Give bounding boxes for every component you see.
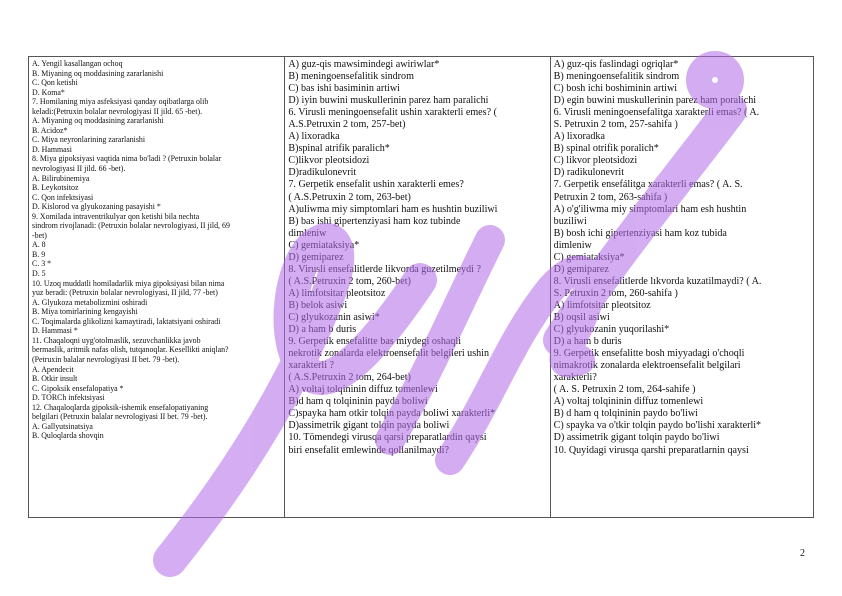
text-line: 9. Xomilada intraventrikulyar qon ketishi bila nechta	[32, 211, 200, 221]
text-line: 8. Miya gipoksiyasi vaqtida nima bo'ladi ? (Petruxin bolalar	[32, 154, 222, 164]
text-line: C) bosh ichi boshiminin artiwi	[553, 83, 678, 95]
text-line: D) gemiparez	[553, 263, 609, 275]
text-line: sindrom rivojlanadi: (Petruxin bolalar nevrologiyasi, II jild, 69	[32, 221, 230, 231]
text-line: D) a ham b duris	[288, 324, 357, 336]
text-line: A) limfotsitar pleotsitoz	[288, 287, 386, 299]
text-line: C) likvor pleotsidozi	[553, 155, 638, 167]
text-line: dimleniw	[553, 239, 592, 251]
text-line: 10. Tömendegi virusqa qarsi preparatlardin qaysi	[288, 432, 487, 444]
text-line: 8. Virusli ensefalitlerde lıkvorda kuzatilmaydi? ( A.	[553, 275, 762, 287]
page-number: 2	[800, 548, 805, 559]
text-line: A) lixoradka	[553, 131, 605, 143]
text-line: ( A.S.Petruxin 2 tom, 263-bet)	[288, 191, 411, 203]
text-line: 11. Chaqaloqni uyg'otolmaslik, sezuvchanlikka javob	[32, 335, 201, 345]
text-line: B. 9	[32, 249, 46, 259]
text-line: C. Qon infektsiyasi	[32, 192, 94, 202]
text-line: C. Gipoksik ensefalopatiya *	[32, 383, 124, 393]
text-line: B. Leykotsitoz	[32, 183, 79, 193]
text-line: A) voltaj tolqininin diffuz tomenlewi	[553, 396, 704, 408]
text-line: A) guz-qis mawsimindegi awiriwlar*	[288, 59, 440, 70]
text-line: B) oqsil asiwi	[553, 311, 610, 323]
text-line: C)likvor pleotsidozi	[288, 155, 370, 167]
question-table	[28, 56, 814, 518]
text-line: yuz beradi: (Petruxin bolalar nevrologiyasi, II jild, 77 -bet)	[32, 288, 218, 298]
text-line: 12. Chaqaloqlarda gipoksik-ishemik ensefalopatiyaning	[32, 402, 209, 412]
text-line: keladi:(Petruxin bolalar nevrologiyasi II jild. 65 -bet).	[32, 106, 203, 116]
text-line: A) lixoradka	[288, 131, 340, 143]
text-line: B) bas ishi gipertenziyasi ham koz tubinde	[288, 215, 461, 227]
text-line: ( A.S.Petruxin 2 tom, 260-bet)	[288, 275, 411, 287]
text-line: D) a ham b duris	[553, 336, 622, 348]
text-line: C) gemiataksiya*	[553, 251, 625, 263]
text-line: D) radikulonevrit	[553, 167, 625, 179]
text-line: Petruxin 2 tom, 263-sahifa )	[553, 191, 668, 203]
text-line: 6. Virusli meningoensefalit ushin xarakterli emes? (	[288, 107, 497, 119]
text-line: bermaslik, aritmik nafas olish, tutqanoqlar. Kesellikti aniqlan?	[32, 345, 229, 355]
column-left	[29, 57, 285, 517]
text-line: 10. Uzoq muddatli homiladarlik miya gipoksiyasi bilan nima	[32, 278, 225, 288]
text-line: S. Petruxin 2 tom, 257-sahifa )	[553, 119, 678, 131]
text-line: D. Hammasi	[32, 144, 72, 154]
text-line: B) spinal otrifik poralich*	[553, 143, 659, 155]
text-line: A) voltaj tolqininin diffuz tomenlewi	[288, 384, 438, 396]
text-line: C) spayka va o'tkir tolqin paydo bo'lishi xarakterli*	[553, 420, 762, 432]
text-line: xarakterli ?	[288, 360, 335, 372]
text-line: nekrotik zonalarda elektroensefalit belgileri ushin	[288, 348, 490, 360]
text-line: A. 8	[32, 240, 46, 250]
text-line: A. Gallyutsinatsiya	[32, 421, 93, 431]
text-line: 7. Homilaning miya asfeksiyasi qanday oqibatlarga olib	[32, 97, 209, 107]
text-line: A) o'g'iliwma miy simptomlari ham esh hushtin	[553, 203, 747, 215]
text-line: ( A.S.Petruxin 2 tom, 264-bet)	[288, 372, 411, 384]
text-line: B. Miyaning oq moddasining zararlanishi	[32, 68, 164, 78]
text-line: 10. Quyidagi virusqa qarshi preparatlarnin qaysi	[553, 444, 749, 456]
text-line: A)uliwma miy simptomlari ham es hushtin buziliwi	[288, 203, 498, 215]
text-line: D) iyin buwini muskullerinin parez ham paralichi	[288, 95, 489, 107]
text-line: D. Kislorod va glyukozaning pasayishi *	[32, 202, 161, 212]
text-line: -bet)	[32, 230, 47, 240]
text-line: B) belok asiwi	[288, 299, 348, 311]
text-line: B. Miya tomirlarining kengayishi	[32, 307, 138, 317]
text-line: B) meningoensefalitik sindrom	[288, 71, 414, 83]
text-line: C) gemiataksiya*	[288, 239, 360, 251]
text-line: ( A. S. Petruxin 2 tom, 264-sahife )	[553, 384, 696, 396]
text-line: 7. Gerpetik ensefálitga xarakterli emas? ( A. S.	[553, 179, 743, 191]
text-line: 6. Virusli meningoensefalitga xarakterli emas? ( A.	[553, 107, 760, 119]
text-line: B)spinal atrifik paralich*	[288, 143, 390, 155]
text-line: 9. Gerpetik ensefalitte bosh miyyadagi o'choqli	[553, 348, 745, 360]
text-line: dimleniw	[288, 227, 327, 239]
column-right	[551, 57, 813, 517]
text-line: belgilari (Petruxin balalar nevrologiyasi II bet. 79 -bet).	[32, 412, 208, 422]
text-line: xarakterli?	[553, 372, 597, 384]
text-line: 9. Gerpetik ensefalitte bas miydegi oshaqli	[288, 336, 462, 348]
text-line: D) gemiparez	[288, 251, 344, 263]
text-line: 8. Virusli ensefalitlerde likvorda guzetilmeydi ?	[288, 263, 481, 275]
text-line: A. Glyukoza metabolizmini oshiradi	[32, 297, 148, 307]
text-line: B. Quloqlarda shovqin	[32, 431, 104, 441]
text-line: A) guz-qis faslindagi ogriqlar*	[553, 59, 679, 70]
text-line: biri ensefalit emlewinde qollanilmaydi?	[288, 444, 449, 456]
text-line: D. Hammasi *	[32, 326, 78, 336]
text-line: C. Qon ketishi	[32, 78, 78, 88]
text-line: nevrologiyasi II jild. 66 -bet).	[32, 164, 126, 174]
text-line: B) d ham q tolqininin paydo bo'liwi	[553, 408, 698, 420]
text-line: (Petruxin balalar nevrologiyasi II bet. 79 -bet).	[32, 354, 180, 364]
text-line: B) meningoensefalitik sindrom	[553, 71, 680, 83]
text-line: A) limfotsitar pleotsitoz	[553, 299, 651, 311]
text-line: buziliwi	[553, 215, 587, 227]
text-line: B) bosh ichi gipertenziyasi ham koz tubida	[553, 227, 727, 239]
text-line: A.S.Petruxin 2 tom, 257-bet)	[288, 119, 406, 131]
text-line: C. Toqimalarda glikolizni kamaytiradi, laktatsiyani oshiradi	[32, 316, 221, 326]
text-line: A. Apendecit	[32, 364, 74, 374]
text-line: C)spayka ham otkir tolqin payda boliwi xarakterli*	[288, 408, 496, 420]
text-line: B. Acidoz*	[32, 125, 68, 135]
text-line: D. 5	[32, 269, 46, 279]
text-line: D) egin buwini muskullerinin parez ham poralichi	[553, 95, 757, 107]
text-line: A. Yengil kasallangan ochoq	[32, 59, 123, 68]
text-line: C. 3 *	[32, 259, 52, 269]
text-line: B. Otkir insult	[32, 374, 78, 384]
text-line: B)d ham q tolqininin payda boliwi	[288, 396, 428, 408]
text-line: C. Miya neyronlarining zararlanishi	[32, 135, 146, 145]
text-line: A. Bilirubinemiya	[32, 173, 90, 183]
text-line: D. TORCh infektsiyasi	[32, 393, 105, 403]
text-line: S. Petruxin 2 tom, 260-sahifa )	[553, 287, 678, 299]
text-line: D)assimetrik gigant tolqin payda boliwi	[288, 420, 450, 432]
text-line: 7. Gerpetik ensefalit ushin xarakterli emes?	[288, 179, 464, 191]
text-line: nimakrotik zonalarda elektroensefalit belgilari	[553, 360, 741, 372]
text-line: D. Koma*	[32, 87, 65, 97]
text-line: C) bas ishi basiminin artiwi	[288, 83, 400, 95]
text-line: A. Miyaning oq moddasining zararlanishi	[32, 116, 164, 126]
text-line: C) glyukozanin yuqorilashi*	[553, 324, 670, 336]
text-line: D) assimetrik gigant tolqin paydo bo'liwi	[553, 432, 720, 444]
text-line: C) glyukozanin asiwi*	[288, 311, 380, 323]
column-middle	[285, 57, 550, 517]
text-line: D)radikulonevrit	[288, 167, 357, 179]
